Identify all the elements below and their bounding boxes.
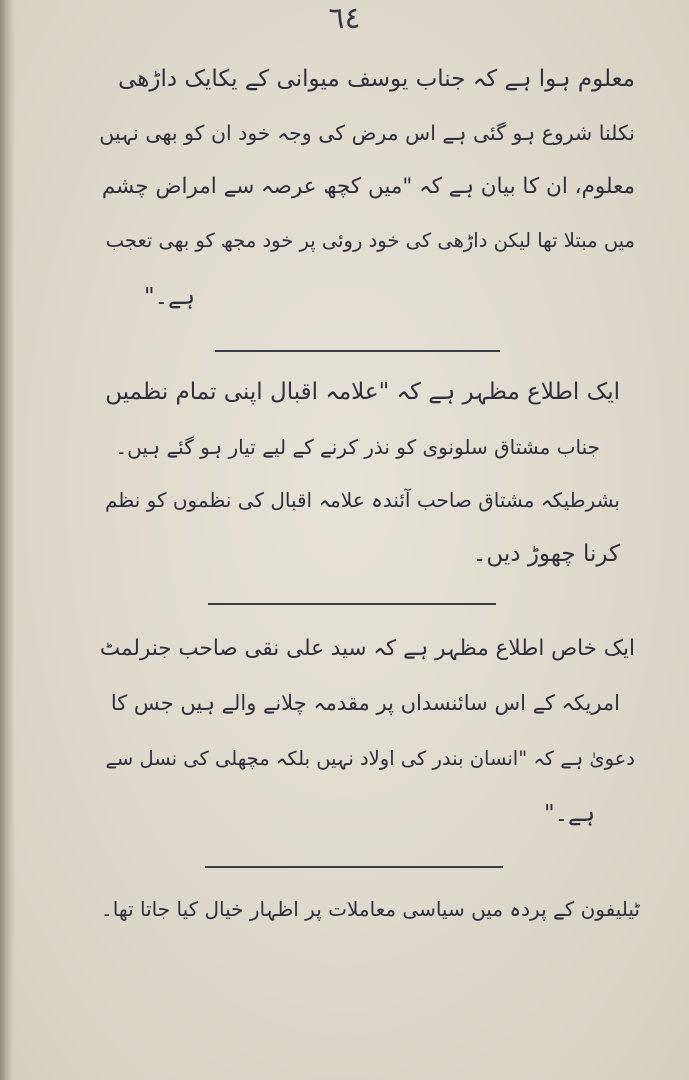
section-divider bbox=[215, 350, 500, 352]
page-gutter-shadow bbox=[0, 0, 14, 1080]
text-line: معلوم ہوا ہے کہ جناب یوسف میوانی کے یکایک داڑھی bbox=[118, 66, 635, 92]
text-line: جناب مشتاق سلونوی کو نذر کرنے کے لیے تیار ہو گئے ہیں۔ bbox=[115, 435, 600, 459]
news-item-4 bbox=[90, 892, 640, 940]
news-item-1 bbox=[95, 62, 635, 327]
text-line: بشرطیکہ مشتاق صاحب آئندہ علامہ اقبال کی نظموں کو نظم bbox=[105, 488, 620, 512]
text-line: امریکہ کے اس سائنسداں پر مقدمہ چلانے والے ہیں جس کا bbox=[110, 691, 620, 715]
text-line: نکلنا شروع ہو گئی ہے اس مرض کی وجہ خود ان کو بھی نہیں bbox=[99, 121, 635, 145]
text-line: ہے۔" bbox=[143, 284, 195, 310]
text-line: معلوم، ان کا بیان ہے کہ "میں کچھ عرصہ سے امراض چشم bbox=[101, 174, 635, 199]
text-line: ٹیلیفون کے پردہ میں سیاسی معاملات پر اظہار خیال کیا جاتا تھا۔ bbox=[101, 897, 640, 921]
page-number: ٦٤ bbox=[328, 1, 361, 36]
text-line: میں مبتلا تھا لیکن داڑھی کی خود روئی پر خود مجھ کو بھی تعجب bbox=[105, 229, 635, 252]
news-item-3 bbox=[100, 632, 635, 837]
text-line: ہے۔" bbox=[543, 801, 595, 827]
text-line: کرنا چھوڑ دیں۔ bbox=[472, 541, 620, 567]
section-divider bbox=[205, 866, 503, 868]
news-item-2 bbox=[105, 375, 620, 575]
text-line: ایک خاص اطلاع مظہر ہے کہ سید علی نقی صاحب جنرلمٹ bbox=[99, 636, 635, 661]
text-line: دعویٰ ہے کہ "انسان بندر کی اولاد نہیں بلکہ مچھلی کی نسل سے bbox=[105, 747, 635, 770]
text-line: ایک اطلاع مظہر ہے کہ "علامہ اقبال اپنی تمام نظمیں bbox=[105, 379, 620, 405]
section-divider bbox=[208, 603, 496, 605]
